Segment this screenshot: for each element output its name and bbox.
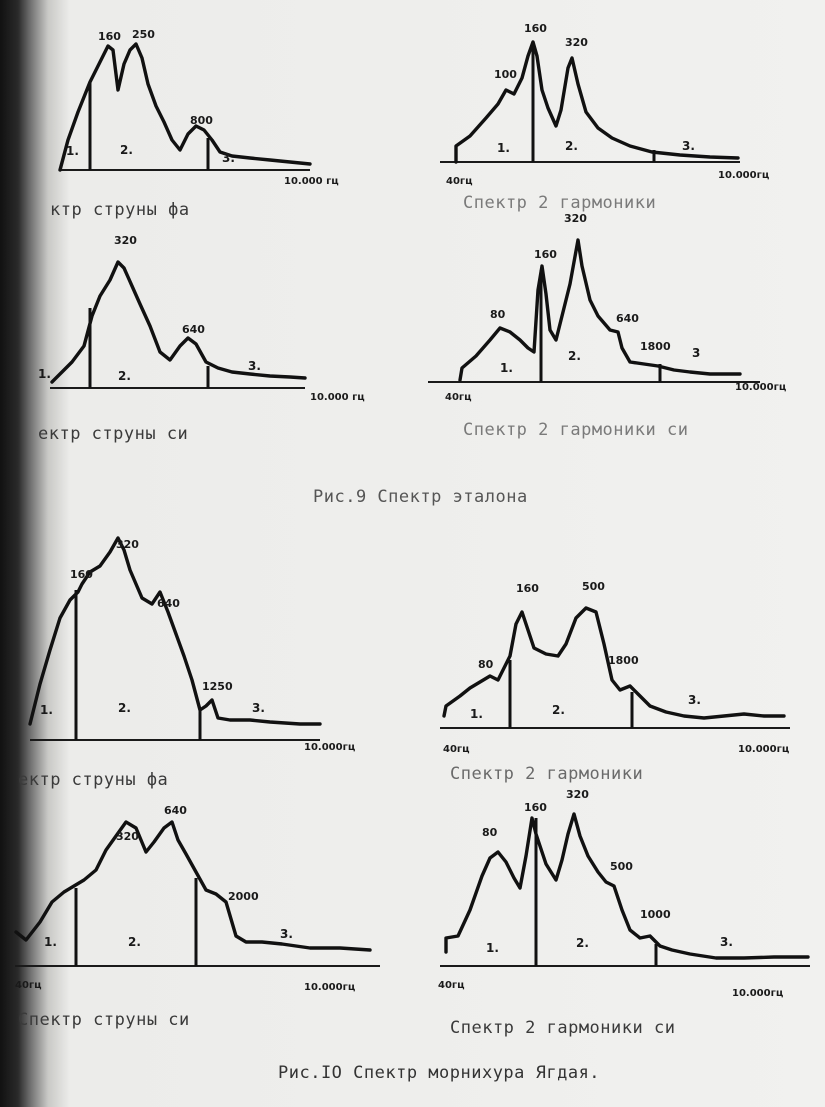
peak-label: 100: [494, 68, 517, 81]
peak-label: 500: [582, 580, 605, 593]
region-label: 1.: [38, 367, 51, 381]
region-label: 3.: [682, 139, 695, 153]
axis-end-label: 10.000гц: [735, 382, 787, 393]
spectrum-curve: [60, 44, 310, 170]
axis-end-label: 10.000 гц: [284, 176, 339, 187]
axis-end-label: 10.000гц: [304, 742, 356, 753]
region-label: 2.: [552, 703, 565, 717]
peak-label: 160: [516, 582, 539, 595]
peak-label: 320: [114, 234, 137, 247]
panel-caption: Спектр струны си: [18, 1010, 190, 1030]
region-label: 3.: [222, 151, 235, 165]
peak-label: 160: [534, 248, 557, 261]
peak-label: 250: [132, 28, 155, 41]
peak-label: 1250: [202, 680, 233, 693]
peak-label: 80: [482, 826, 498, 839]
axis-start-label: 40гц: [438, 980, 465, 991]
peak-label: 2000: [228, 890, 259, 903]
peak-label: 320: [116, 830, 139, 843]
peak-label: 1800: [640, 340, 671, 353]
region-label: 1.: [486, 941, 499, 955]
spectrum-curve: [30, 538, 320, 724]
region-label: 3.: [248, 359, 261, 373]
peak-label: 500: [610, 860, 633, 873]
panel-caption: Спектр 2 гармоники: [463, 193, 657, 213]
peak-label: 80: [490, 308, 506, 321]
region-label: 1.: [470, 707, 483, 721]
peak-label: 160: [524, 801, 547, 814]
peak-label: 800: [190, 114, 213, 127]
axis-start-label: 40гц: [15, 980, 42, 991]
peak-label: 160: [70, 568, 93, 581]
region-label: 2.: [576, 936, 589, 950]
spectrum-curve: [16, 822, 370, 950]
region-label: 2.: [120, 143, 133, 157]
axis-end-label: 10.000гц: [738, 744, 790, 755]
axis-start-label: 40гц: [446, 176, 473, 187]
panel-caption: ктр струны фа: [50, 200, 190, 220]
region-label: 1.: [40, 703, 53, 717]
peak-label: 320: [565, 36, 588, 49]
peak-label: 160: [98, 30, 121, 43]
peak-label: 640: [182, 323, 205, 336]
figure-caption: Рис.IO Спектр морнихура Ягдая.: [278, 1063, 601, 1083]
peak-label: 640: [164, 804, 187, 817]
panel-caption: Спектр 2 гармоники си: [450, 1018, 676, 1038]
panel-caption: ектр струны си: [38, 424, 189, 444]
region-label: 1.: [497, 141, 510, 155]
region-label: 3.: [688, 693, 701, 707]
peak-label: 320: [116, 538, 139, 551]
peak-label: 160: [524, 22, 547, 35]
region-label: 2.: [128, 935, 141, 949]
peak-label: 640: [616, 312, 639, 325]
peak-label: 1800: [608, 654, 639, 667]
region-label: 2.: [565, 139, 578, 153]
region-label: 2.: [118, 369, 131, 383]
axis-start-label: 40гц: [443, 744, 470, 755]
axis-end-label: 10.000гц: [304, 982, 356, 993]
region-label: 3.: [720, 935, 733, 949]
region-label: 2.: [118, 701, 131, 715]
spectrum-curve: [446, 814, 808, 958]
axis-end-label: 10.000гц: [718, 170, 770, 181]
region-label: 2.: [568, 349, 581, 363]
region-label: 1.: [500, 361, 513, 375]
region-label: 3: [692, 346, 701, 360]
panel-caption: Спектр 2 гармоники: [450, 764, 644, 784]
peak-label: 80: [478, 658, 494, 671]
axis-end-label: 10.000 гц: [310, 392, 365, 403]
region-label: 3.: [280, 927, 293, 941]
region-label: 3.: [252, 701, 265, 715]
panel-caption: Спектр 2 гармоники си: [463, 420, 689, 440]
figure-caption: Рис.9 Спектр эталона: [313, 487, 528, 507]
region-label: 1.: [66, 144, 79, 158]
region-label: 1.: [44, 935, 57, 949]
peak-label: 320: [564, 212, 587, 225]
axis-start-label: 40гц: [445, 392, 472, 403]
peak-label: 320: [566, 788, 589, 801]
panel-caption: ектр струны фа: [18, 770, 169, 790]
peak-label: 640: [157, 597, 180, 610]
axis-end-label: 10.000гц: [732, 988, 784, 999]
peak-label: 1000: [640, 908, 671, 921]
